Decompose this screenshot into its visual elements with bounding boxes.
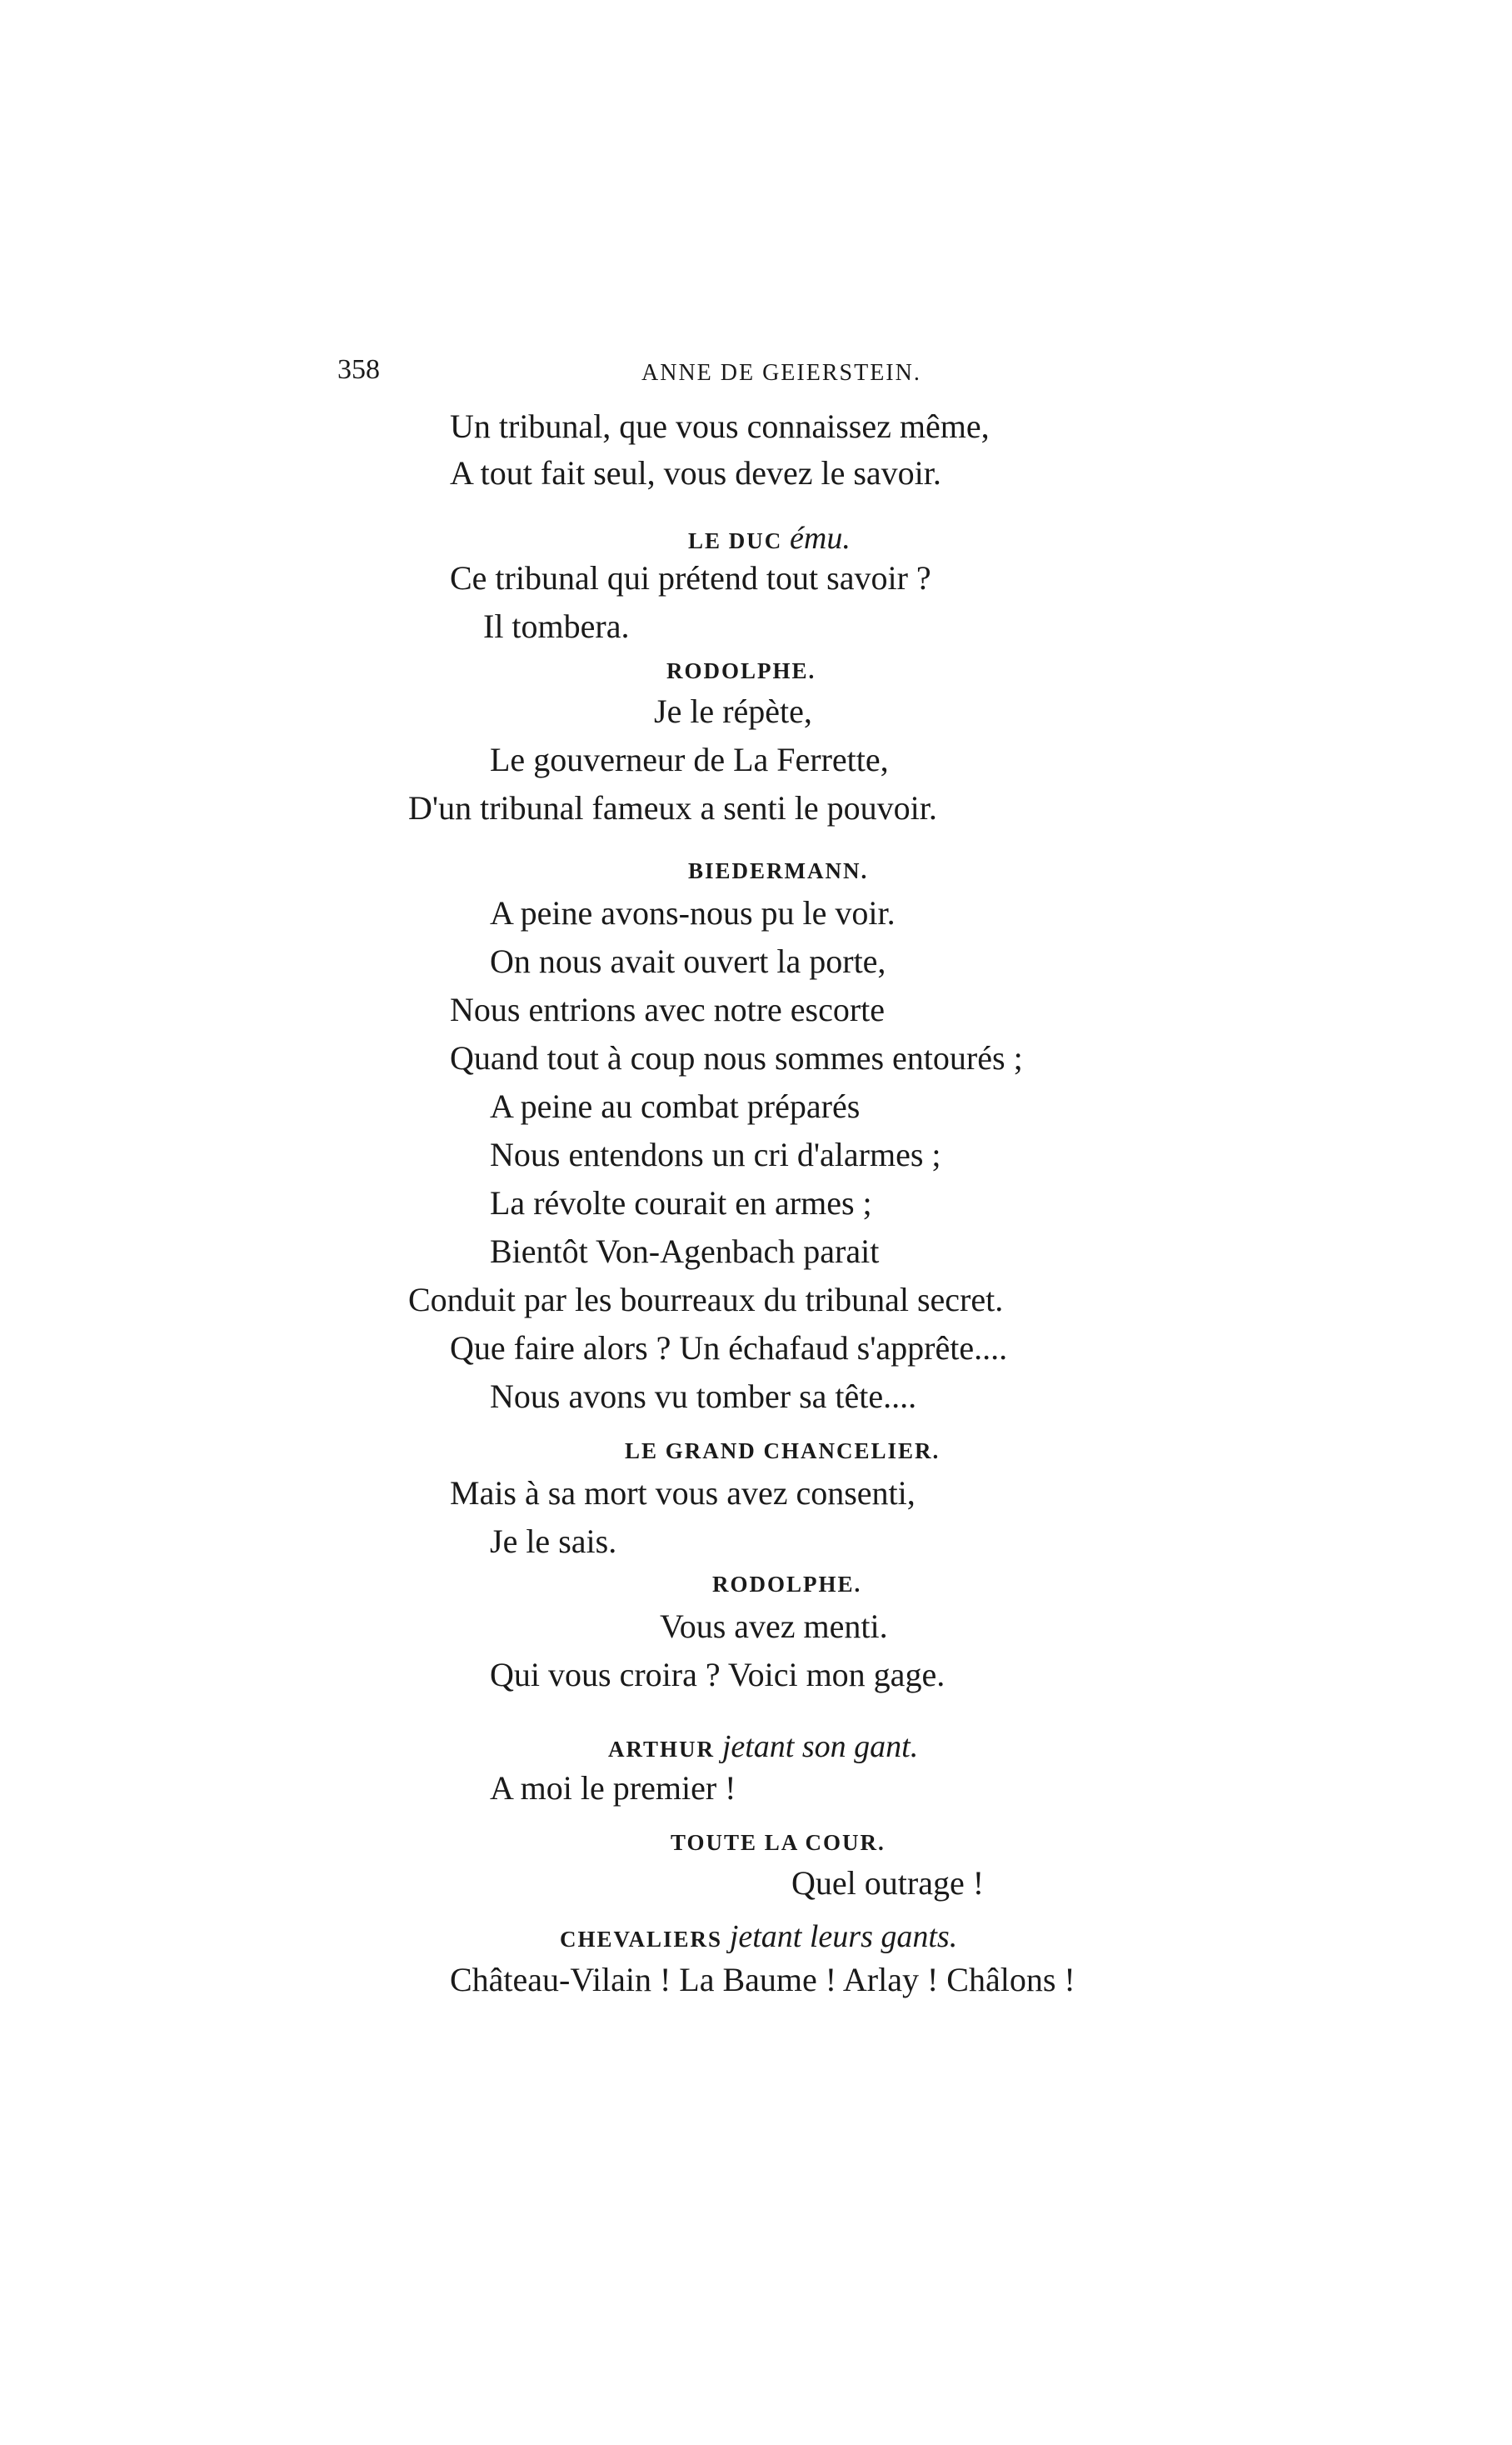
verse-line: La révolte courait en armes ; (490, 1184, 872, 1222)
speaker-name: RODOLPHE. (666, 658, 816, 683)
speaker-name: RODOLPHE. (712, 1572, 862, 1597)
speaker-label (560, 1918, 957, 1955)
verse-line: Nous entrions avec notre escorte (450, 991, 886, 1028)
speaker-label (666, 658, 816, 684)
verse-line: D'un tribunal fameux a senti le pouvoir. (408, 789, 937, 827)
speaker-label (688, 858, 868, 884)
speaker-name: CHEVALIERS (560, 1927, 723, 1952)
verse-line: Un tribunal, que vous connaissez même, (450, 408, 990, 445)
verse-line: Quel outrage ! (791, 1864, 985, 1902)
verse-line: A tout fait seul, vous devez le savoir. (450, 454, 941, 492)
verse-line: Je le répète, (654, 692, 812, 730)
verse-line: Nous avons vu tomber sa tête.... (490, 1378, 917, 1415)
speaker-name: ARTHUR (608, 1737, 716, 1762)
speaker-label (671, 1830, 886, 1856)
verse-line: Que faire alors ? Un échafaud s'apprête.... (450, 1329, 1008, 1367)
speaker-name: TOUTE LA COUR. (671, 1830, 886, 1855)
verse-line: On nous avait ouvert la porte, (490, 942, 886, 980)
speaker-name: LE DUC (688, 528, 783, 553)
verse-line: A peine au combat préparés (490, 1088, 861, 1125)
stage-direction: jetant leurs gants. (729, 1919, 958, 1954)
verse-line: Conduit par les bourreaux du tribunal secret. (408, 1281, 1004, 1318)
verse-line: Bientôt Von-Agenbach parait (490, 1232, 880, 1270)
verse-line: Il tombera. (483, 608, 630, 645)
speaker-label (625, 1438, 940, 1464)
verse-line: Vous avez menti. (660, 1608, 888, 1645)
verse-line: A moi le premier ! (490, 1769, 736, 1807)
verse-line: Mais à sa mort vous avez consenti, (450, 1474, 916, 1512)
verse-line: Nous entendons un cri d'alarmes ; (490, 1136, 941, 1173)
verse-line: Quand tout à coup nous sommes entourés ; (450, 1039, 1023, 1077)
running-title: ANNE DE GEIERSTEIN. (641, 360, 921, 386)
stage-direction: jetant son gant. (721, 1729, 919, 1764)
verse-line: Château-Vilain ! La Baume ! Arlay ! Châlons ! (450, 1961, 1075, 1998)
verse-line: A peine avons-nous pu le voir. (490, 894, 896, 932)
page-number: 358 (337, 354, 380, 385)
speaker-name: BIEDERMANN. (688, 858, 869, 883)
speaker-label (688, 520, 851, 557)
verse-line: Je le sais. (490, 1522, 617, 1560)
verse-line: Qui vous croira ? Voici mon gage. (490, 1656, 946, 1693)
speaker-name: LE GRAND CHANCELIER. (625, 1438, 941, 1463)
verse-line: Ce tribunal qui prétend tout savoir ? (450, 559, 931, 597)
speaker-label (712, 1572, 861, 1598)
verse-line: Le gouverneur de La Ferrette, (490, 741, 889, 778)
speaker-label (608, 1728, 918, 1765)
stage-direction: ému. (790, 521, 851, 556)
